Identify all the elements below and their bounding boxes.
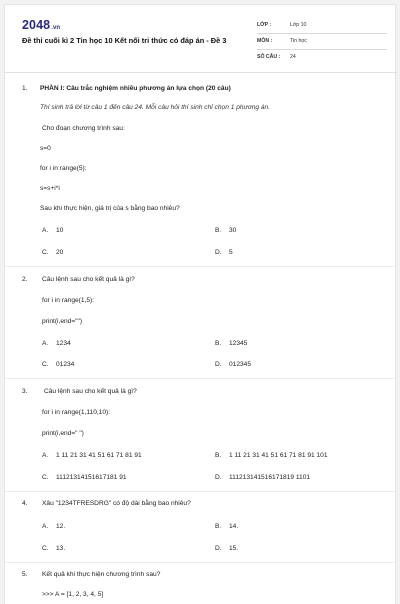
code-line: s=s+i*i: [40, 185, 60, 192]
code-line: print(i,end=" "): [42, 430, 84, 437]
option-text: 13.: [56, 545, 66, 552]
option-text: 30: [229, 227, 237, 234]
answer-option-a[interactable]: [42, 340, 71, 347]
option-label: C.: [42, 249, 49, 256]
instruction-text: Thí sinh trả lời từ câu 1 đến câu 24. Mỗi câu hỏi thí sinh chỉ chọn 1 phương án.: [40, 104, 271, 111]
meta-value: Tin học: [290, 38, 307, 44]
answer-option-c[interactable]: [42, 361, 74, 368]
question-separator: [5, 491, 397, 492]
option-label: C.: [42, 545, 49, 552]
option-label: D.: [215, 545, 222, 552]
question-line: Kết quả khi thực hiện chương trình sau?: [42, 571, 161, 578]
option-label: D.: [215, 361, 222, 368]
exam-title: Đề thi cuối kì 2 Tin học 10 Kết nối tri thức có đáp án - Đề 3: [22, 36, 227, 45]
option-text: 12345: [229, 340, 248, 347]
logo-text: 2048: [22, 18, 51, 32]
answer-option-c[interactable]: [42, 249, 63, 256]
answer-option-a[interactable]: [42, 523, 65, 530]
option-label: A.: [42, 340, 49, 347]
meta-key: SỐ CÂU :: [257, 54, 281, 60]
option-label: B.: [215, 523, 222, 530]
question-line: Sau khi thực hiện, giá trị của s bằng bao nhiêu?: [40, 205, 180, 212]
question-number: 5.: [22, 571, 28, 578]
answer-option-d[interactable]: [215, 545, 238, 552]
option-text: 14.: [229, 523, 239, 530]
answer-option-b[interactable]: [215, 452, 328, 459]
code-line: for i in range(1,110,10):: [42, 409, 111, 416]
answer-option-b[interactable]: [215, 523, 238, 530]
option-label: A.: [42, 523, 49, 530]
option-text: 1 11 21 31 41 51 61 71 81 91: [56, 452, 142, 459]
option-text: 10: [56, 227, 64, 234]
option-text: 1 11 21 31 41 51 61 71 81 91 101: [229, 452, 328, 459]
code-line: >>> A = [1, 2, 3, 4, 5]: [42, 591, 104, 598]
question-line: Xâu "1234TFRESDRG" có độ dài bằng bao nhiêu?: [42, 500, 191, 507]
option-text: 111213141516171819 1101: [229, 474, 311, 481]
header-divider: [5, 72, 397, 73]
question-number: 1.: [22, 85, 28, 92]
meta-row-class: [257, 18, 387, 34]
option-label: B.: [215, 227, 222, 234]
answer-option-c[interactable]: [42, 545, 65, 552]
option-label: D.: [215, 474, 222, 481]
option-text: 012345: [229, 361, 252, 368]
answer-option-a[interactable]: [42, 452, 142, 459]
question-number: 4.: [22, 500, 28, 507]
code-line: for i in range(5):: [40, 165, 87, 172]
question-line: Cho đoạn chương trình sau:: [42, 125, 125, 132]
answer-option-a[interactable]: [42, 227, 63, 234]
code-line: for i in range(1,5):: [42, 297, 95, 304]
meta-value: Lớp 10: [290, 22, 307, 28]
exam-sheet: [4, 4, 396, 604]
option-text: 1234: [56, 340, 71, 347]
exam-header: [5, 5, 397, 67]
option-label: B.: [215, 340, 222, 347]
answer-option-b[interactable]: [215, 227, 236, 234]
meta-row-subject: [257, 34, 387, 50]
question-separator: [5, 562, 397, 563]
answer-option-d[interactable]: [215, 361, 251, 368]
question-line: Câu lệnh sau cho kết quả là gì?: [42, 276, 135, 283]
option-label: A.: [42, 227, 49, 234]
question-line: Câu lệnh sau cho kết quả là gì?: [44, 388, 137, 395]
option-text: 12.: [56, 523, 66, 530]
question-separator: [5, 266, 397, 267]
option-text: 5: [229, 249, 233, 256]
option-text: 20: [56, 249, 64, 256]
answer-option-c[interactable]: [42, 474, 127, 481]
code-line: print(i,end=""): [42, 318, 83, 325]
option-label: A.: [42, 452, 49, 459]
site-logo[interactable]: [22, 18, 60, 32]
question-number: 2.: [22, 276, 28, 283]
option-label: C.: [42, 361, 49, 368]
answer-option-d[interactable]: [215, 249, 233, 256]
logo-tld: .vn: [51, 25, 61, 31]
option-label: B.: [215, 452, 222, 459]
option-text: 15.: [229, 545, 239, 552]
meta-row-count: [257, 50, 387, 66]
answer-option-b[interactable]: [215, 340, 247, 347]
exam-meta: [257, 18, 387, 66]
option-label: D.: [215, 249, 222, 256]
option-text: 11121314151617181 91: [56, 474, 127, 481]
part-title: PHẦN I: Câu trắc nghiệm nhiều phương án lựa chọn (20 câu): [40, 85, 231, 92]
meta-key: LỚP :: [257, 22, 272, 28]
option-text: 01234: [56, 361, 75, 368]
meta-key: MÔN :: [257, 38, 273, 44]
answer-option-d[interactable]: [215, 474, 310, 481]
meta-value: 24: [290, 54, 296, 60]
option-label: C.: [42, 474, 49, 481]
question-number: 3.: [22, 388, 28, 395]
code-line: s=0: [40, 145, 51, 152]
question-separator: [5, 378, 397, 379]
